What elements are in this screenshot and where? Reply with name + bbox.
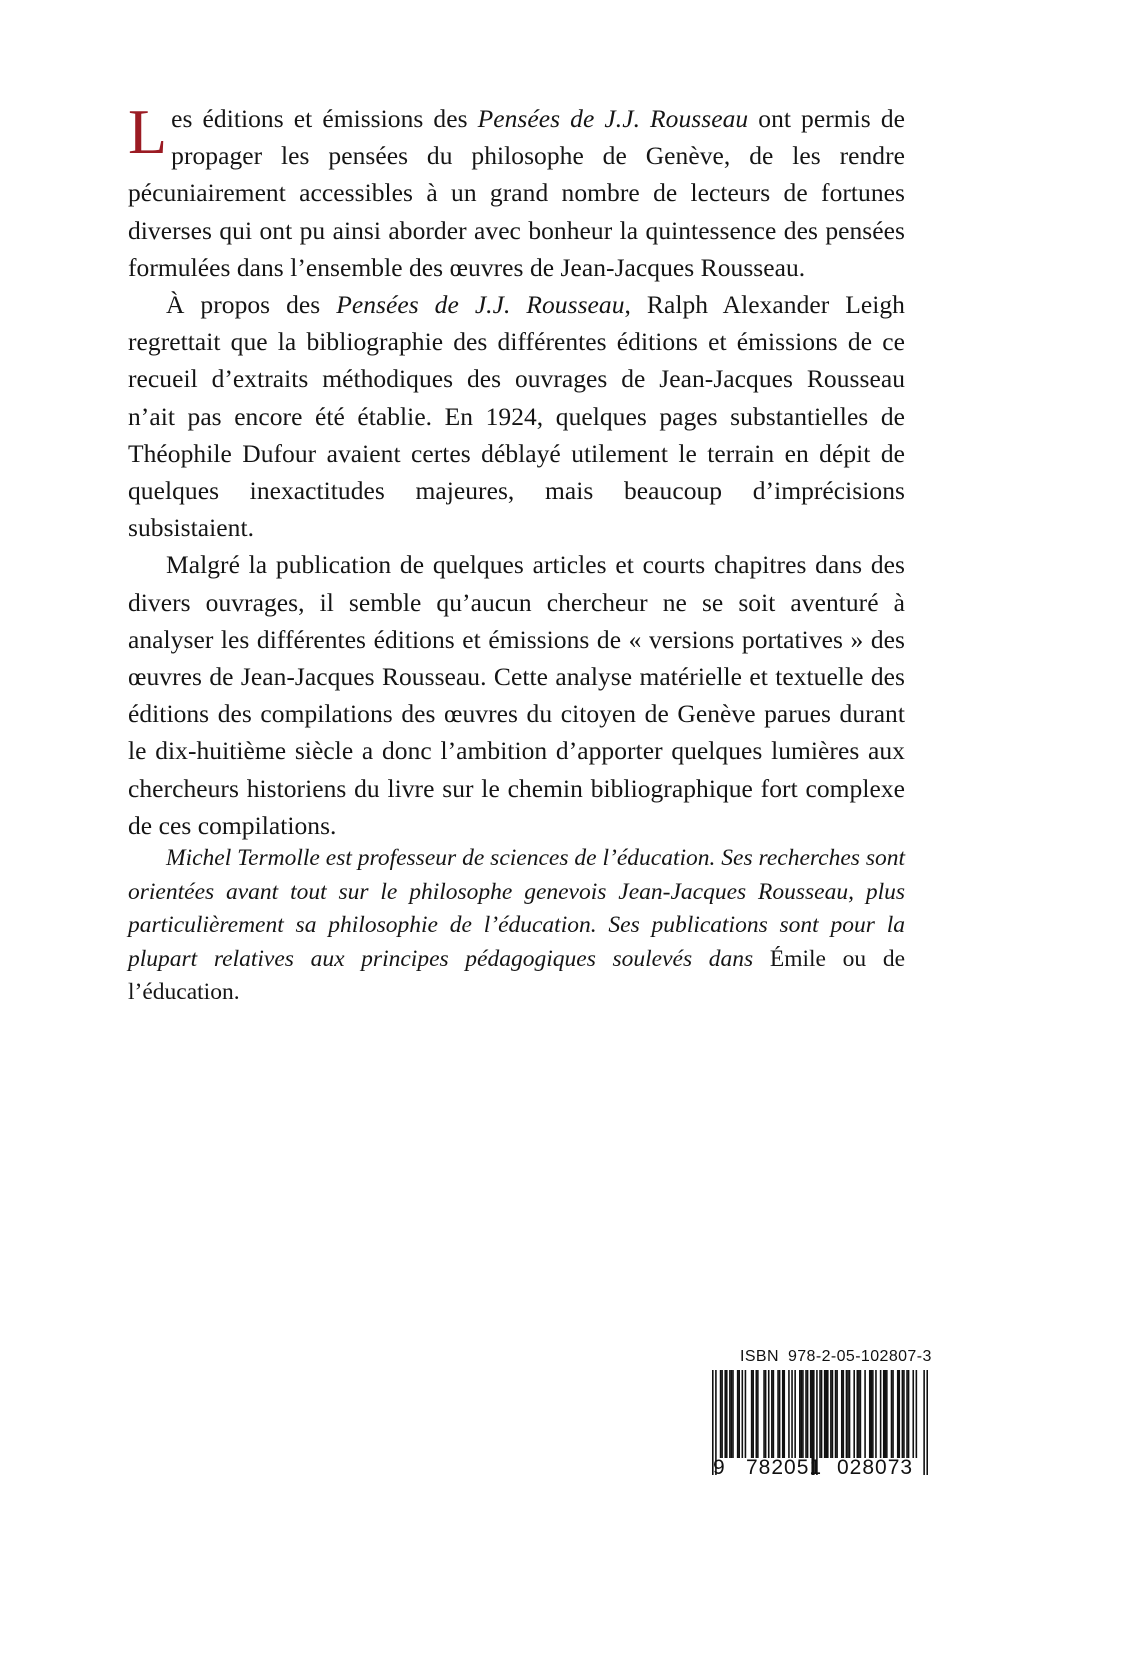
isbn-line: [712, 1348, 932, 1366]
isbn-label: ISBN: [740, 1348, 779, 1365]
blurb-paragraph-1: [128, 96, 905, 286]
author-biography: [128, 842, 905, 1010]
barcode-digit-lead: 9: [713, 1456, 726, 1479]
barcode-digits-right-group: 028073: [837, 1456, 914, 1479]
blurb-p2-part2: , Ralph Alexander Leigh regrettait que la bibliographie des différentes éditions et émissions de ce recueil d’extraits méthodiques des ouvrages de Jean-Jacques Rousseau n’ait pas encore été établie. En 1924, quelques pages substantielles de Théophile Dufour avaient certes déblayé utilement le terrain en dépit de quelques inexactitudes majeures, mais beaucoup d’imprécisions subsistaient.: [128, 290, 905, 543]
barcode-digits-left-group: 782051: [746, 1456, 823, 1479]
blurb-text-column: [128, 96, 905, 844]
barcode-digits: [712, 1456, 928, 1482]
blurb-paragraph-3: [128, 546, 905, 844]
blurb-paragraph-2: [128, 286, 905, 546]
blurb-p3-text: Malgré la publication de quelques articles et courts chapitres dans des divers ouvrages, il semble qu’aucun chercheur ne se soit aventuré à analyser les différentes éditions et émissions de « versions portatives » des œuvres de Jean-Jacques Rousseau. Cette analyse matérielle et textuelle des éditions des compilations des œuvres du citoyen de Genève parues durant le dix-huitième siècle a donc l’ambition d’apporter quelques lumières aux chercheurs historiens du livre sur le chemin bibliographique fort complexe de ces compilations.: [128, 550, 905, 840]
drop-cap-letter: L: [128, 96, 168, 167]
author-bio-work-title: Émile ou de l’éducation.: [128, 945, 905, 1005]
blurb-p2-part1: À propos des: [166, 290, 337, 320]
blurb-p2-title-italic: Pensées de J.J. Rousseau: [336, 290, 625, 320]
blurb-p1-part2: ont permis de propager les pensées du philosophe de Genève, de les rendre pécuniairement accessibles à un grand nombre de lecteurs de fortunes diverses qui ont pu ainsi aborder avec bonheur la quintessence des pensées formulées dans l’ensemble des œuvres de Jean-Jacques Rousseau.: [128, 104, 905, 282]
isbn-number: 978-2-05-102807-3: [787, 1348, 932, 1365]
author-bio-italic-text: Michel Termolle est professeur de sciences de l’éducation. Ses recherches sont orientées avant tout sur le philosophe genevois Jean-Jacques Rousseau, plus particulièrement sa philosophie de l’éducation. Ses publications sont pour la plupart relatives aux principes pédagogiques soulevés dans: [128, 845, 905, 972]
blurb-p1-title-italic: Pensées de J.J. Rousseau: [477, 104, 749, 133]
barcode-block: [712, 1348, 932, 1482]
blurb-p1-part1: es éditions et émissions des: [171, 104, 478, 133]
ean13-barcode: [712, 1370, 928, 1482]
